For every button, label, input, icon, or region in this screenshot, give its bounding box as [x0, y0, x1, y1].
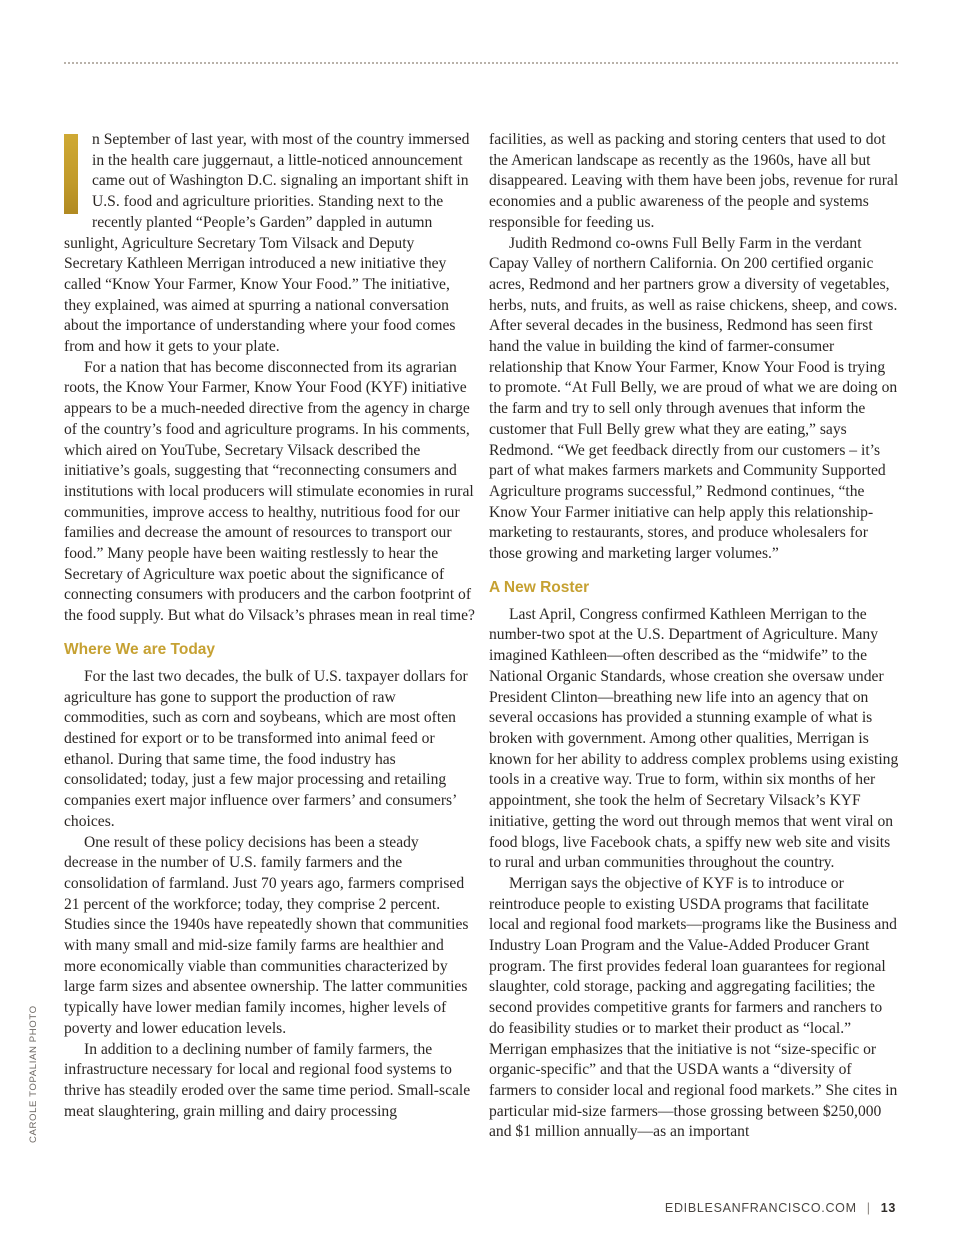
section-heading-a-new-roster: A New Roster — [489, 578, 590, 596]
article-paragraph: Judith Redmond co-owns Full Belly Farm in the verdant Capay Valley of northern California. On 200 certified organic acres, Redmond and her partners grow a diversity of vegetables, herbs, nuts, and fruits, as well as raise chickens, sheep, and cows. After several decades in the business, Redmond has seen first hand the value in building the kind of farmer-consumer relationship that Know Your Farmer, Know Your Food is trying to promote. “At Full Belly, we are proud of what we are doing on the farm and try to sell only through avenues that inform the customer that Full Belly grew what they are eating,” says Redmond. “We get feedback directly from our customers – it’s part of what makes farmers markets and Community Supported Agriculture programs successful,” Redmond continues, “the Know Your Farmer initiative can help apply this relationship-marketing to restaurants, stores, and produce wholesalers for those growing and marketing larger volumes.” — [489, 234, 898, 563]
article-paragraph: One result of these policy decisions has been a steady decrease in the number of U.S. family farmers and the consolidation of farmland. Just 70 years ago, farmers comprised 21 percent of the workforce; today, they comprise 2 percent. Studies since the 1940s have repeatedly shown that communities with many small and mid-size family farms are healthier and more economically viable than communities characterized by large farm sizes and absentee ownership. The latter communities typically have lower median family incomes, higher levels of poverty and lower education levels. — [64, 833, 469, 1037]
top-dotted-rule — [64, 62, 898, 64]
article-paragraph: For the last two decades, the bulk of U.S. taxpayer dollars for agriculture has gone to support the production of raw commodities, such as corn and soybeans, which are most often destined for export or to be transformed into animal feed or ethanol. During that same time, the food industry has consolidated; today, just a few major processing and retailing companies exert major influence over farmers’ and consumers’ choices. — [64, 667, 468, 830]
article-paragraph: For a nation that has become disconnected from its agrarian roots, the Know Your Farmer, Know Your Food (KYF) initiative appears to be a much-needed directive from the agency in charge of the country’s food and agriculture programs. In his comments, which aired on YouTube, Secretary Vilsack described the initiative’s goals, suggesting that “reconnecting consumers and institutions with local producers will stimulate economies in rural communities, improve access to healthy, nutritious food for our families and decrease the amount of resources to transport our food.” Many people have been waiting restlessly to hear the Secretary of Agriculture wax poetic about the significance of connecting consumers with producers and the carbon footprint of the food supply. But what do Vilsack’s phrases mean in real time? — [64, 358, 475, 625]
article-paragraph: facilities, as well as packing and storing centers that used to dot the American landscape as recently as the 1960s, have all but disappeared. Leaving with them have been jobs, revenue for rural economies and a public awareness of the people and systems responsible for feeding us. — [489, 131, 899, 231]
article-left-column — [64, 130, 476, 1122]
drop-cap-letter — [64, 134, 78, 214]
article-paragraph: Last April, Congress confirmed Kathleen Merrigan to the number-two spot at the U.S. Department of Agriculture. Many imagined Kathleen—often described as the “midwife” to the National Organic Standards, whose creation she oversaw under President Clinton—breathing new life into an agency that on several occasions has provided a stunning example of what is broken with government. Among other qualities, Merrigan is known for her ability to address complex problems using existing tools in a creative way. True to form, within six months of her appointment, she took the helm of Secretary Vilsack’s KYF initiative, getting the word out through memos that went viral on food blogs, live Facebook chats, a spiffy new web site and visits to rural and urban communities throughout the country. — [489, 605, 899, 872]
footer-website-link[interactable]: EDIBLESANFRANCISCO.COM — [664, 1201, 857, 1215]
article-paragraph — [64, 130, 476, 358]
footer-separator: | — [866, 1201, 871, 1215]
page-number: 13 — [880, 1201, 896, 1215]
article-paragraph: Merrigan says the objective of KYF is to introduce or reintroduce people to existing USDA programs that facilitate local and regional food markets—programs like the Business and Industry Loan Program and the Value-Added Producer Grant program. The first provides federal loan guarantees for regional slaughter, cold storage, packing and aggregating facilities; the second provides competitive grants for farmers and ranchers to do feasibility studies or to market their product as “local.” Merrigan emphasizes that the initiative is not “size-specific or organic-specific” and that the USDA wants a “diversity of farmers to consider local and regional food markets.” She cites in particular mid-size farmers—those grossing between $250,000 and $1 million annually—as an important — [489, 874, 898, 1141]
section-heading-where-we-are-today: Where We are Today — [64, 640, 216, 658]
page-footer — [665, 1201, 896, 1215]
article-paragraph: In addition to a declining number of family farmers, the infrastructure necessary for local and regional food systems to thrive has steadily eroded over the same time period. Small-scale meat slaughtering, grain milling and dairy processing — [64, 1040, 471, 1120]
article-right-column — [489, 130, 901, 1143]
article-paragraph-text: n September of last year, with most of the country immersed in the health care juggernaut, a little-noticed announcement came out of Washington D.C. signaling an important shift in U.S. food and agriculture priorities. Standing next to the recently planted “People’s Garden” dappled in autumn sunlight, Agriculture Secretary Tom Vilsack and Deputy Secretary Kathleen Merrigan introduced a new initiative they called “Know Your Farmer, Know Your Food.” The initiative, they explained, was aimed at spurring a national conversation about the importance of understanding where your food comes from and how it gets to your plate. — [64, 131, 470, 356]
photo-credit: CAROLE TOPALIAN PHOTO — [28, 1005, 39, 1143]
